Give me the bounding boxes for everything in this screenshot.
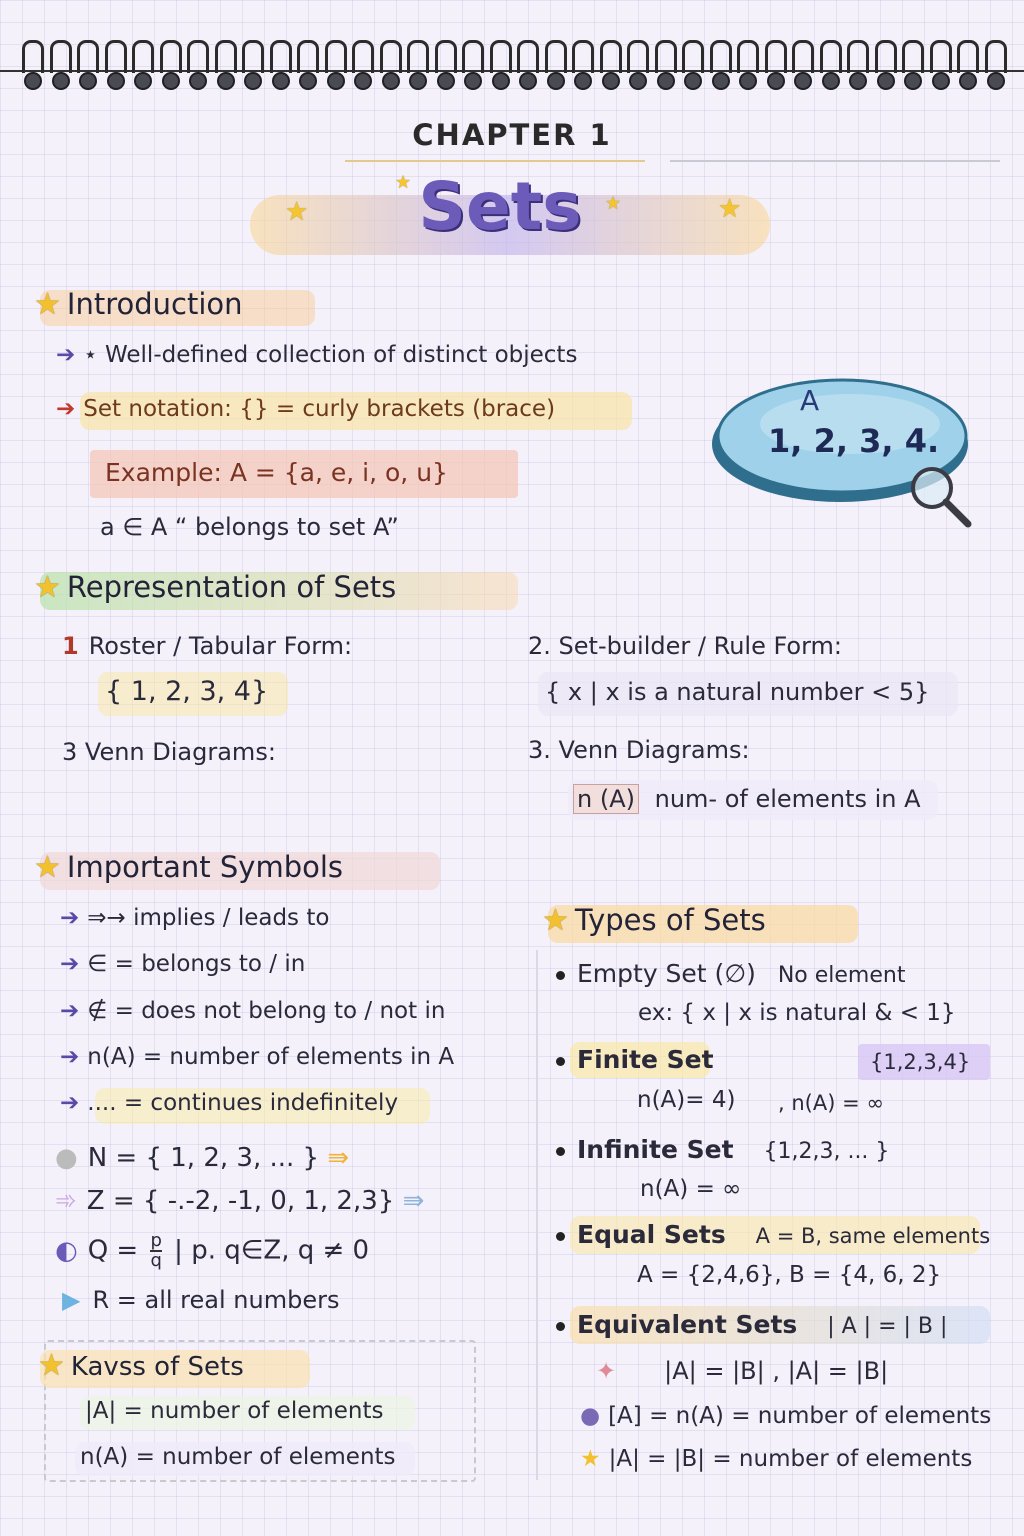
binding-ring — [875, 40, 897, 73]
symbol-text: .... = continues indefinitely — [87, 1090, 399, 1116]
law-line: n(A) = number of elements — [80, 1444, 396, 1470]
arrow-icon: ➔ — [60, 905, 80, 931]
equiv-text: [A] = n(A) = number of elements — [608, 1403, 992, 1429]
star-icon: ★ — [542, 903, 569, 938]
type-label: Finite Set — [577, 1045, 714, 1074]
intro-belongs: a ∈ A “ belongs to set A” — [100, 513, 399, 541]
set-N-text: N = { 1, 2, 3, ... } — [87, 1143, 320, 1173]
binding-hole — [629, 72, 647, 90]
page-title: Sets — [418, 168, 582, 245]
binding-hole — [24, 72, 42, 90]
binding-ring — [325, 40, 347, 73]
type-label: Equal Sets — [577, 1220, 726, 1249]
fraction — [150, 1232, 161, 1270]
type-label: Infinite Set — [577, 1135, 734, 1164]
set-illustration — [710, 372, 975, 507]
intro-text: ⋆ Well-defined collection of distinct objects — [83, 342, 578, 368]
equiv-text: |A| = |B| , |A| = |B| — [664, 1357, 889, 1385]
binding-hole — [547, 72, 565, 90]
binding-ring — [160, 40, 182, 73]
symbol-item — [60, 951, 305, 977]
binding-ring — [930, 40, 952, 73]
binding-ring — [820, 40, 842, 73]
binding-hole — [877, 72, 895, 90]
binding-hole — [107, 72, 125, 90]
binding-hole — [189, 72, 207, 90]
binding-hole — [492, 72, 510, 90]
binding-hole — [932, 72, 950, 90]
binding-ring — [105, 40, 127, 73]
venn-right: 3. Venn Diagrams: — [528, 736, 750, 764]
star-icon: ★ — [38, 1348, 65, 1383]
binding-hole — [409, 72, 427, 90]
binding-ring — [297, 40, 319, 73]
heading-text: Representation of Sets — [66, 570, 397, 604]
type-label: Empty Set (∅) — [577, 959, 756, 988]
binding-hole — [684, 72, 702, 90]
binding-ring — [847, 40, 869, 73]
binding-hole — [79, 72, 97, 90]
binding-hole — [767, 72, 785, 90]
binding-hole — [437, 72, 455, 90]
heading-text: Types of Sets — [574, 903, 766, 937]
circle-icon: ● — [55, 1143, 78, 1173]
heading-text: Introduction — [66, 287, 243, 321]
arrow-icon: ➾ — [55, 1186, 77, 1216]
section-heading-introduction — [34, 287, 243, 322]
equiv-line — [580, 1446, 972, 1472]
binding-ring — [902, 40, 924, 73]
binding-ring — [985, 40, 1007, 73]
arrow-icon: ➔ — [60, 1090, 80, 1116]
star-icon: ★ — [285, 197, 309, 227]
binding-ring — [352, 40, 374, 73]
symbol-item — [60, 1090, 398, 1116]
binding-ring — [600, 40, 622, 73]
binding-ring — [490, 40, 512, 73]
set-Q-condition: | p. q∈Z, q ≠ 0 — [174, 1235, 370, 1266]
n-definition — [573, 785, 921, 813]
binding-ring — [77, 40, 99, 73]
binding-hole — [739, 72, 757, 90]
binding-ring — [545, 40, 567, 73]
type-finite — [556, 1045, 714, 1074]
equiv-line — [580, 1403, 991, 1429]
symbol-text: ∉ = does not belong to / not in — [87, 998, 446, 1024]
section-heading-types — [542, 903, 766, 938]
arrow-icon: ⇛ — [402, 1186, 425, 1216]
section-heading-representation — [34, 570, 396, 605]
bullet-icon — [556, 1322, 565, 1331]
magnifier-icon — [908, 464, 978, 534]
roster-label — [62, 632, 352, 660]
builder-example: { x | x is a natural number < 5} — [545, 678, 930, 706]
binding-hole — [987, 72, 1005, 90]
set-N — [55, 1143, 349, 1173]
chapter-label: CHAPTER 1 — [412, 118, 612, 152]
set-R — [62, 1286, 339, 1314]
binding-ring — [957, 40, 979, 73]
binding-ring — [435, 40, 457, 73]
star-icon: ★ — [395, 172, 412, 193]
symbol-text: ⇒→ implies / leads to — [87, 905, 330, 931]
builder-label: 2. Set-builder / Rule Form: — [528, 632, 843, 660]
star-icon: ★ — [718, 194, 742, 224]
binding-hole — [849, 72, 867, 90]
binding-hole — [602, 72, 620, 90]
crescent-icon: ◐ — [55, 1235, 78, 1266]
equiv-text: |A| = |B| = number of elements — [608, 1446, 973, 1472]
section-heading-laws — [38, 1348, 244, 1383]
arrow-icon: ➔ — [56, 342, 76, 368]
binding-hole — [657, 72, 675, 90]
bullet-icon — [556, 1057, 565, 1066]
type-note: {1,2,3, ... } — [763, 1139, 890, 1164]
intro-line-notation — [56, 396, 555, 422]
type-empty-example: ex: { x | x is natural & < 1} — [638, 1000, 956, 1026]
binding-ring — [572, 40, 594, 73]
binding-ring — [710, 40, 732, 73]
illustration-values: 1, 2, 3, 4. — [768, 422, 940, 460]
binding-ring — [655, 40, 677, 73]
binding-hole — [519, 72, 537, 90]
symbol-item — [60, 905, 329, 931]
binding-ring — [22, 40, 44, 73]
binding-ring — [517, 40, 539, 73]
chapter-rule — [670, 160, 1000, 162]
type-note: | A | = | B | — [827, 1314, 948, 1339]
binding-hole — [162, 72, 180, 90]
star-icon: ★ — [34, 850, 61, 885]
binding-ring — [462, 40, 484, 73]
type-equal — [556, 1220, 990, 1249]
chapter-underline — [345, 160, 645, 162]
intro-text: Set notation: {} = curly brackets (brace) — [83, 396, 556, 422]
arrow-icon: ➔ — [60, 951, 80, 977]
binding-hole — [464, 72, 482, 90]
set-Z — [55, 1186, 424, 1216]
finite-set: {1,2,3,4} — [870, 1050, 971, 1074]
bullet-icon — [556, 1232, 565, 1241]
set-R-text: R = all real numbers — [92, 1286, 340, 1314]
binding-hole — [52, 72, 70, 90]
bullet-icon — [556, 971, 565, 980]
binding-ring — [627, 40, 649, 73]
spiral-binding — [22, 40, 1007, 92]
binding-hole — [574, 72, 592, 90]
binding-ring — [737, 40, 759, 73]
roster-text: Roster / Tabular Form: — [88, 632, 353, 660]
law-line: |A| = number of elements — [85, 1398, 384, 1424]
binding-ring — [682, 40, 704, 73]
binding-hole — [904, 72, 922, 90]
intro-line-definition — [56, 342, 577, 368]
venn-left: 3 Venn Diagrams: — [62, 738, 276, 766]
infinite-n: n(A) = ∞ — [640, 1176, 742, 1202]
binding-ring — [132, 40, 154, 73]
symbol-item — [60, 998, 445, 1024]
binding-ring — [380, 40, 402, 73]
dot-icon: ● — [580, 1403, 601, 1429]
roster-number: 1 — [62, 632, 79, 660]
intro-example: Example: A = {a, e, i, o, u} — [105, 458, 448, 487]
n-text: num- of elements in A — [654, 785, 921, 813]
equal-example: A = {2,4,6}, B = {4, 6, 2} — [637, 1262, 942, 1288]
symbol-item — [60, 1044, 454, 1070]
binding-ring — [50, 40, 72, 73]
bullet-icon — [556, 1147, 565, 1156]
binding-ring — [187, 40, 209, 73]
star-icon: ★ — [580, 1446, 601, 1472]
triangle-icon: ▶ — [62, 1286, 81, 1314]
type-note: A = B, same elements — [755, 1224, 991, 1248]
binding-hole — [712, 72, 730, 90]
symbol-text: ∈ = belongs to / in — [87, 951, 306, 977]
finite-n2: , n(A) = ∞ — [778, 1091, 884, 1115]
binding-ring — [215, 40, 237, 73]
heading-text: Kavss of Sets — [70, 1352, 244, 1382]
binding-hole — [822, 72, 840, 90]
star-icon: ★ — [34, 570, 61, 605]
roster-example: { 1, 2, 3, 4} — [105, 676, 269, 707]
binding-hole — [794, 72, 812, 90]
n-symbol: n (A) — [573, 784, 639, 814]
binding-ring — [765, 40, 787, 73]
binding-hole — [299, 72, 317, 90]
binding-hole — [217, 72, 235, 90]
binding-ring — [792, 40, 814, 73]
binding-hole — [327, 72, 345, 90]
binding-hole — [959, 72, 977, 90]
arrow-icon: ➔ — [60, 998, 80, 1024]
star-icon: ★ — [34, 287, 61, 322]
illustration-letter: A — [800, 384, 820, 417]
type-infinite — [556, 1135, 889, 1164]
binding-hole — [272, 72, 290, 90]
type-note: No element — [777, 963, 906, 988]
arrow-icon: ⇛ — [327, 1143, 350, 1173]
fraction-numerator: p — [150, 1230, 162, 1251]
fraction-denominator: q — [150, 1250, 162, 1271]
type-equivalent — [556, 1310, 947, 1339]
binding-hole — [354, 72, 372, 90]
section-heading-symbols — [34, 850, 343, 885]
binding-ring — [242, 40, 264, 73]
binding-hole — [382, 72, 400, 90]
binding-hole — [244, 72, 262, 90]
symbol-text: n(A) = number of elements in A — [87, 1044, 455, 1070]
type-empty — [556, 959, 905, 988]
set-Z-text: Z = { -.-2, -1, 0, 1, 2,3} — [86, 1186, 395, 1216]
finite-n: n(A)= 4) — [637, 1087, 736, 1113]
type-label: Equivalent Sets — [577, 1310, 798, 1339]
binding-ring — [270, 40, 292, 73]
arrow-icon: ➔ — [60, 1044, 80, 1070]
equiv-line — [596, 1357, 888, 1385]
set-Q — [55, 1232, 369, 1270]
star-icon: ★ — [605, 193, 622, 214]
arrow-icon: ➔ — [56, 396, 76, 422]
heading-text: Important Symbols — [66, 850, 344, 884]
set-Q-text: Q = — [87, 1235, 139, 1266]
types-panel-border — [536, 950, 998, 1480]
binding-hole — [134, 72, 152, 90]
sparkle-icon: ✦ — [596, 1357, 617, 1385]
binding-ring — [407, 40, 429, 73]
